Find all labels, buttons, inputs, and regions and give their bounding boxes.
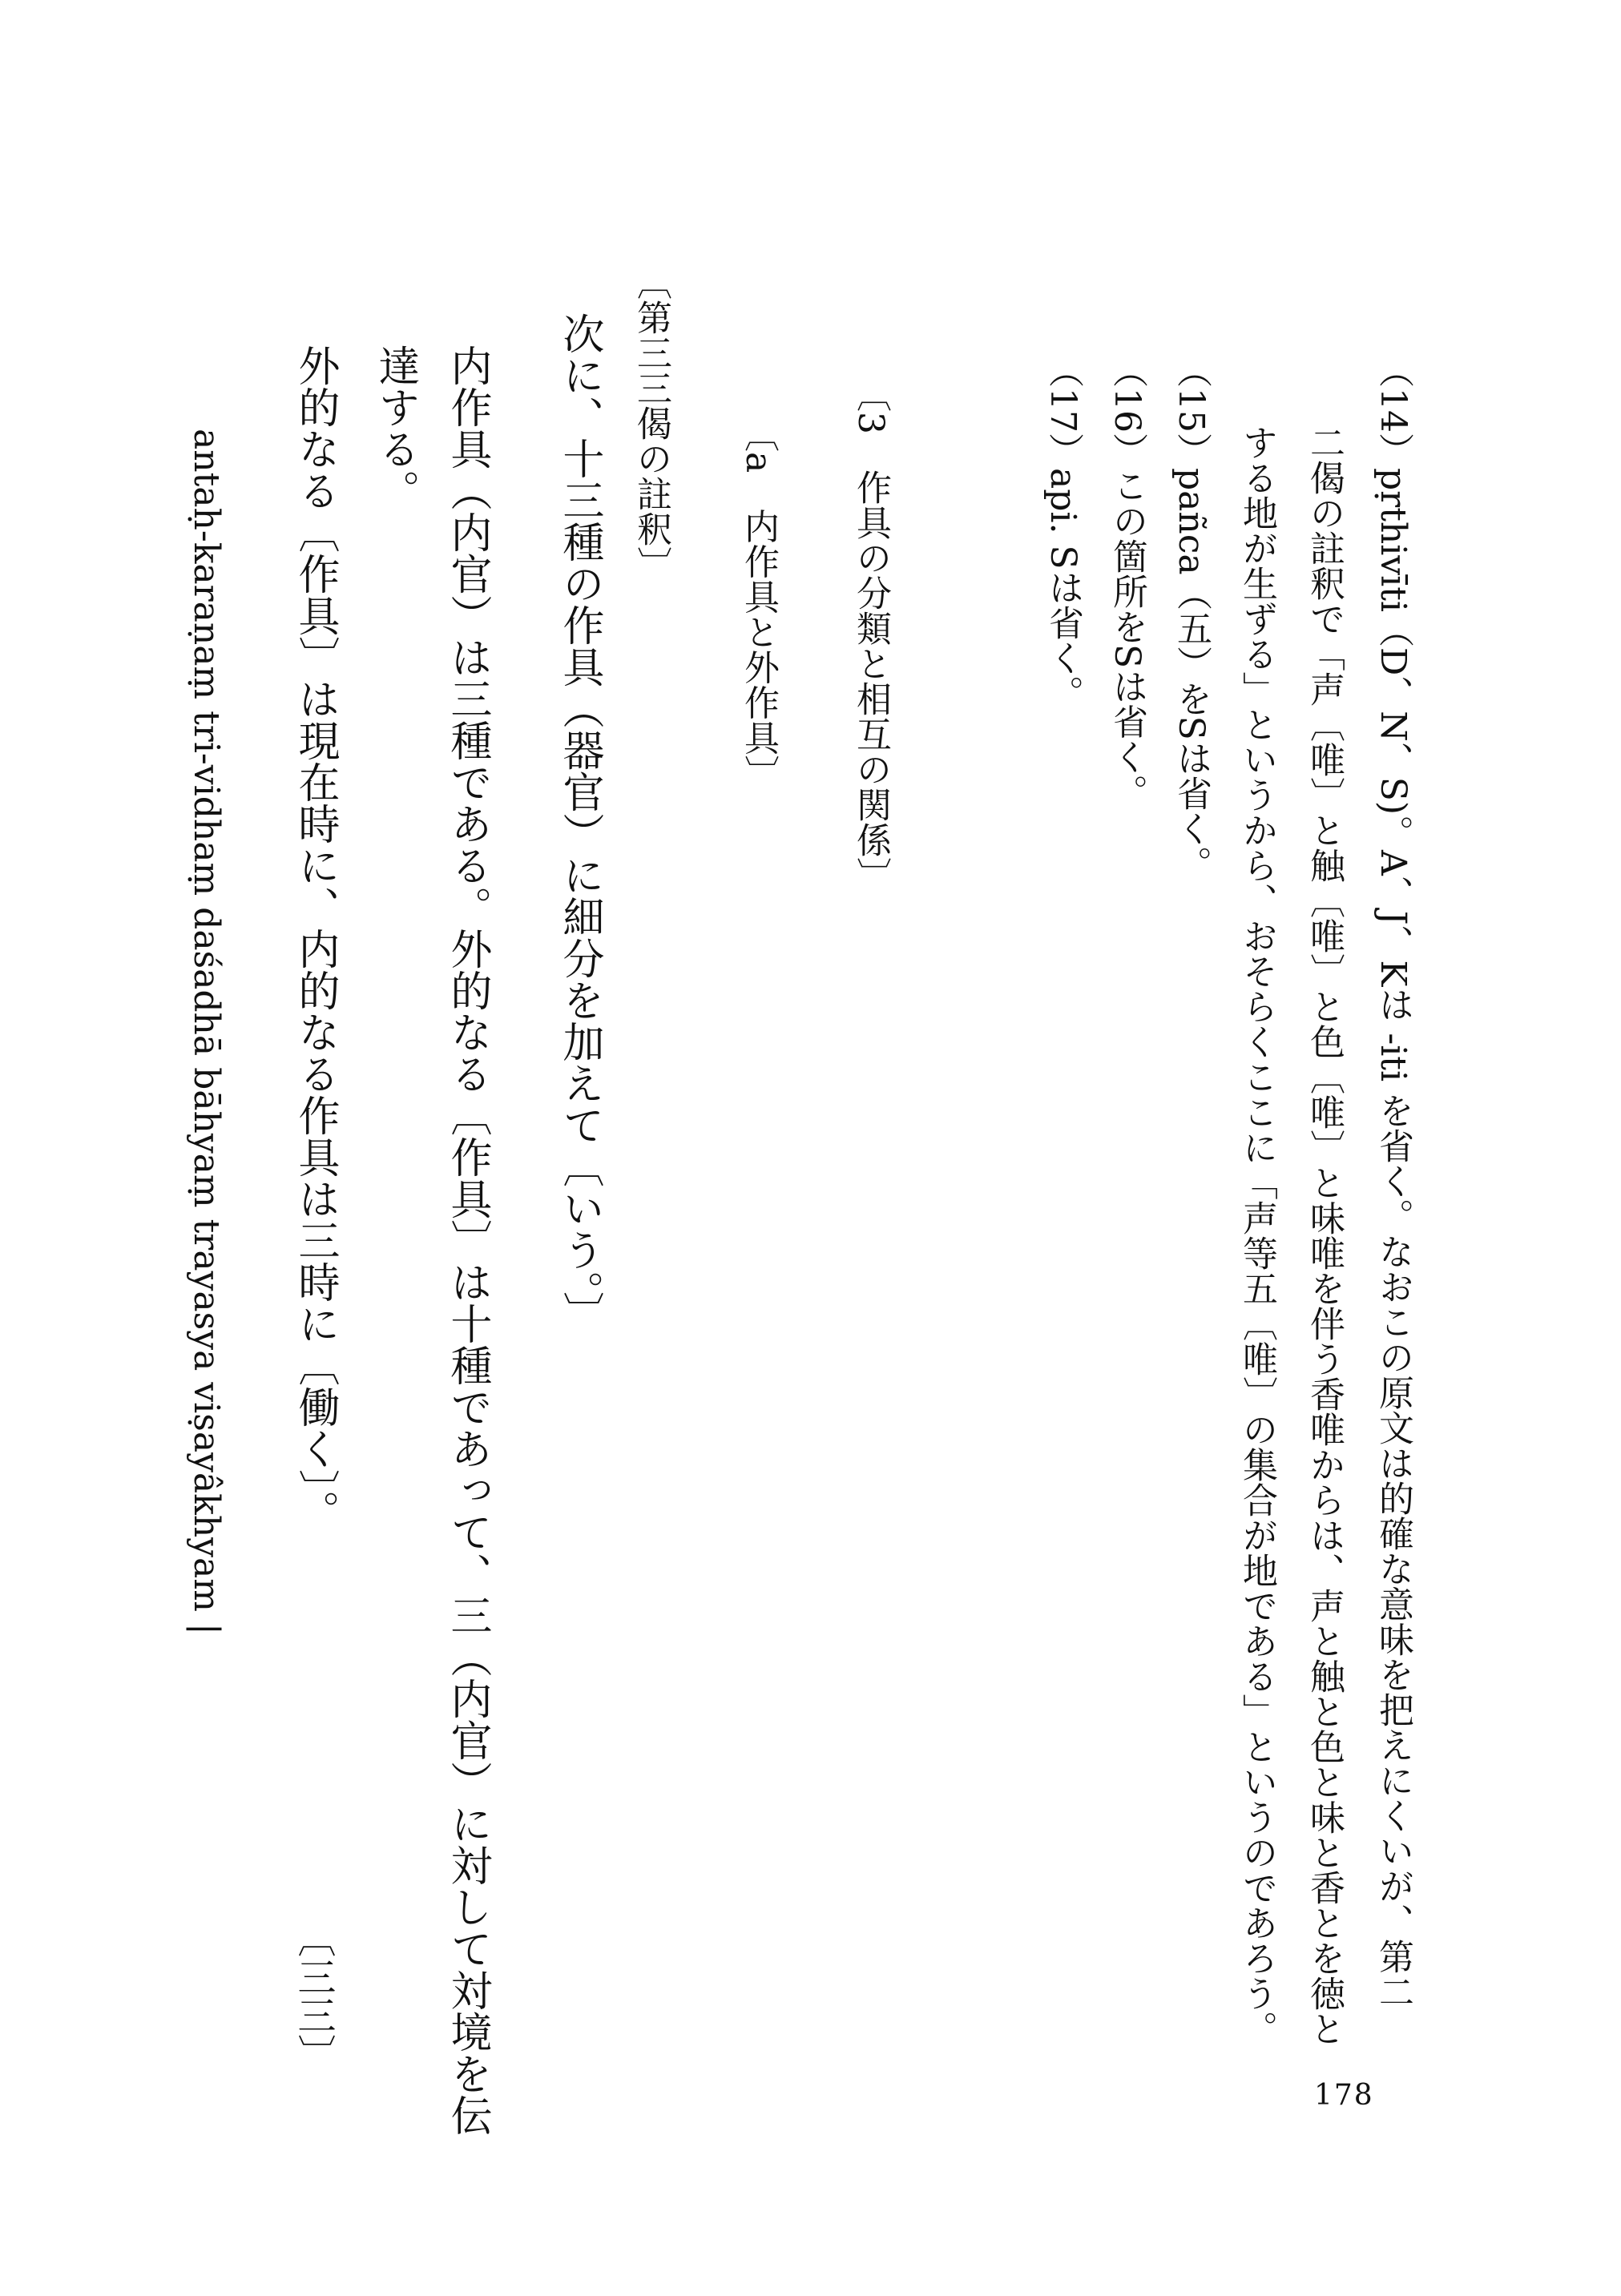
subsection-heading: 〔a 内作具と外作具〕 <box>738 417 779 791</box>
note-17: （17）api. Sは省く。 <box>1042 352 1083 711</box>
note-15: （15）pañca（五）をSは省く。 <box>1171 352 1212 881</box>
note-14-line-3: する地が生ずる」というから、おそらくここに「声等五〔唯〕の集合が地である」というのであろう。 <box>1236 425 1277 2046</box>
section-heading: 〔3 作具の分類と相互の関係〕 <box>850 377 891 892</box>
note-14-line-1: （14）pṛthivīti（D、N、S)。A、J、Kは -iti を省く。なおこの原文は的確な意味を把えにくいが、第二 <box>1373 352 1413 2009</box>
note-16: （16）この箇所をSは省く。 <box>1107 352 1147 810</box>
body-line-2: 内作具（内官）は三種である。外的なる〔作具〕は十種であって、三（内官）に対して対境を伝 <box>443 344 491 2136</box>
body-line-1: 次に、十三種の作具（器官）に細分を加えて〔いう。〕 <box>555 312 603 1333</box>
verse-number: 〔三三〕 <box>291 1919 336 2072</box>
page-number: 178 <box>1314 2079 1374 2112</box>
body-line-3: 達する。 <box>371 344 419 511</box>
verse-commentary-heading: 〔第三三偈の註釈〕 <box>631 264 671 582</box>
note-14-line-2: 二偈の註釈で「声〔唯〕と触〔唯〕と色〔唯〕と味唯を伴う香唯からは、声と触と色と味と香とを徳と <box>1304 425 1345 2046</box>
body-line-4: 外的なる〔作具〕は現在時に、内的なる作具は三時に〔働く〕。 <box>291 344 339 1532</box>
sanskrit-verse: antaḥ-karaṇaṃ tri-vidhaṃ daśadhā bāhyaṃ trayasya viṣayâkhyam | <box>186 429 227 1635</box>
